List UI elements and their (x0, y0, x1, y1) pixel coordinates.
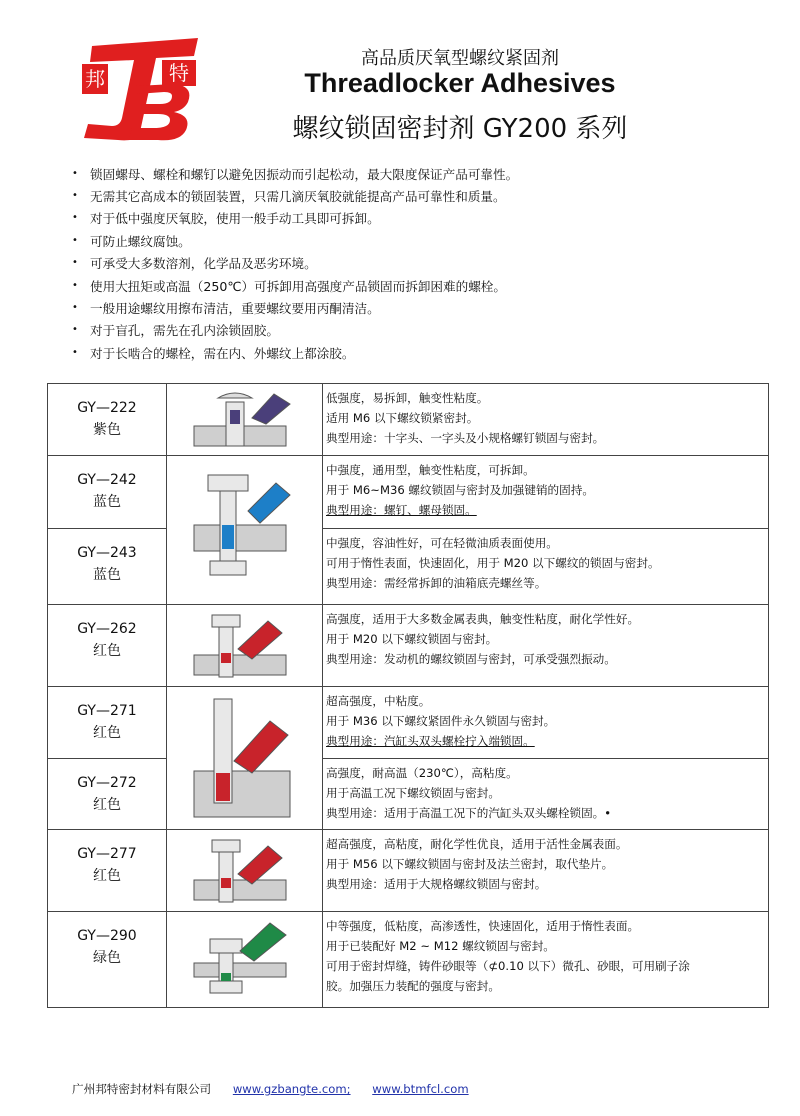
footer-link-btmfcl[interactable]: www.btmfcl.com (372, 1082, 469, 1096)
stud-red-icon (190, 693, 300, 823)
table-row (48, 605, 769, 687)
product-color: 蓝色 (93, 494, 121, 510)
product-desc-line: 可用于惰性表面，快速固化，用于 M20 以下螺纹的锁固与密封。 (326, 556, 660, 570)
product-desc-line: 用于 M36 以下螺纹紧固件永久锁固与密封。 (326, 714, 556, 728)
product-color: 绿色 (93, 950, 121, 966)
table-row (48, 529, 769, 605)
product-code: GY—222 (77, 400, 137, 416)
product-color: 蓝色 (93, 567, 121, 583)
list-item: • 对于长啮合的螺栓，需在内、外螺纹上都涂胶。 (72, 345, 355, 361)
bolt-red-icon (190, 611, 300, 681)
table-row (48, 384, 769, 456)
product-code: GY—242 (77, 472, 137, 488)
product-desc-line: 用于 M56 以下螺纹锁固与密封及法兰密封，取代垫片。 (326, 857, 614, 871)
product-code: GY—271 (77, 703, 137, 719)
product-desc-line: 典型用途：汽缸头双头螺栓拧入端锁固。 (326, 734, 535, 748)
product-desc-line: 用于高温工况下螺纹锁固与密封。 (326, 786, 500, 800)
bolt-red-icon (190, 836, 300, 906)
screw-purple-icon (190, 388, 300, 452)
table-row (48, 687, 769, 759)
list-item: • 对于低中强度厌氧胶，使用一般手动工具即可拆卸。 (72, 211, 380, 227)
logo-char-right: 特 (169, 61, 189, 85)
list-item: • 一般用途螺纹用擦布清洁，重要螺纹要用丙酮清洁。 (72, 301, 380, 317)
product-desc-line: 典型用途：适用于高温工况下的汽缸头双头螺栓锁固。• (326, 806, 612, 820)
product-color: 红色 (93, 797, 121, 813)
list-item: • 可防止螺纹腐蚀。 (72, 233, 191, 249)
footer-company: 广州邦特密封材料有限公司 (72, 1082, 212, 1096)
product-desc-line: 典型用途：十字头、一字头及小规格螺钉锁固与密封。 (326, 431, 605, 445)
header-series-title: 螺纹锁固密封剂 GY200 系列 (292, 114, 628, 144)
product-code: GY—277 (77, 846, 137, 862)
product-desc-line: 胶。加强压力装配的强度与密封。 (326, 979, 500, 993)
product-color: 红色 (93, 868, 121, 884)
footer (72, 1081, 469, 1097)
product-desc-line: 用于 M20 以下螺纹锁固与密封。 (326, 632, 498, 646)
product-desc-line: 典型用途：适用于大规格螺纹锁固与密封。 (326, 877, 547, 891)
product-desc-line: 超高强度，中粘度。 (326, 694, 431, 708)
list-item: • 对于盲孔，需先在孔内涂锁固胶。 (72, 323, 279, 339)
product-code: GY—243 (77, 545, 137, 561)
table-row (48, 830, 769, 912)
bolt-nut-green-icon (190, 917, 300, 1003)
header-title-en: Threadlocker Adhesives (304, 68, 616, 98)
feature-list (72, 162, 752, 364)
product-desc-line: 适用 M6 以下螺纹锁紧密封。 (326, 411, 479, 425)
list-item: • 锁固螺母、螺栓和螺钉以避免因振动而引起松动，最大限度保证产品可靠性。 (72, 166, 519, 182)
product-code: GY—262 (77, 621, 137, 637)
logo-char-left: 邦 (85, 67, 105, 91)
table-row (48, 456, 769, 529)
list-item: • 可承受大多数溶剂，化学品及恶劣环境。 (72, 256, 317, 272)
list-item: • 使用大扭矩或高温（250℃）可拆卸用高强度产品锁固而拆卸困难的螺栓。 (72, 278, 506, 294)
product-desc-line: 典型用途：螺钉、螺母锁固。 (326, 503, 477, 517)
product-desc-line: 低强度，易拆卸，触变性粘度。 (326, 391, 489, 405)
bolt-nut-blue-icon (190, 465, 300, 595)
product-desc-line: 中等强度，低粘度，高渗透性，快速固化，适用于惰性表面。 (326, 919, 640, 933)
product-desc-line: 中强度，容油性好，可在轻微油质表面使用。 (326, 536, 558, 550)
table-row (48, 912, 769, 1008)
product-color: 红色 (93, 643, 121, 659)
footer-link-gzbangte[interactable]: www.gzbangte.com; (232, 1082, 351, 1096)
product-desc-line: 中强度，通用型，触变性粘度，可拆卸。 (326, 463, 535, 477)
product-code: GY—290 (77, 928, 137, 944)
brand-logo (78, 34, 202, 144)
list-item: • 无需其它高成本的锁固装置，只需几滴厌氧胶就能提高产品可靠性和质量。 (72, 189, 506, 205)
product-desc-line: 典型用途：需经常拆卸的油箱底壳螺丝等。 (326, 576, 547, 590)
product-desc-line: 典型用途：发动机的螺纹锁固与密封，可承受强烈振动。 (326, 652, 616, 666)
header-title-cn: 高品质厌氧型螺纹紧固剂 (361, 48, 559, 69)
product-desc-line: 用于已装配好 M2 ~ M12 螺纹锁固与密封。 (326, 939, 555, 953)
product-desc-line: 可用于密封焊缝，铸件砂眼等（⊄0.10 以下）微孔、砂眼，可用刷子涂 (326, 959, 690, 973)
table-row (48, 759, 769, 830)
product-desc-line: 用于 M6~M36 螺纹锁固与密封及加强键销的固持。 (326, 483, 594, 497)
product-color: 紫色 (93, 422, 121, 438)
product-desc-line: 高强度，耐高温（230℃），高粘度。 (326, 766, 518, 780)
product-code: GY—272 (77, 775, 137, 791)
product-desc-line: 高强度，适用于大多数金属表典，触变性粘度，耐化学性好。 (326, 612, 640, 626)
product-table (47, 383, 769, 1008)
product-color: 红色 (93, 725, 121, 741)
product-desc-line: 超高强度，高粘度，耐化学性优良，适用于活性金属表面。 (326, 837, 628, 851)
